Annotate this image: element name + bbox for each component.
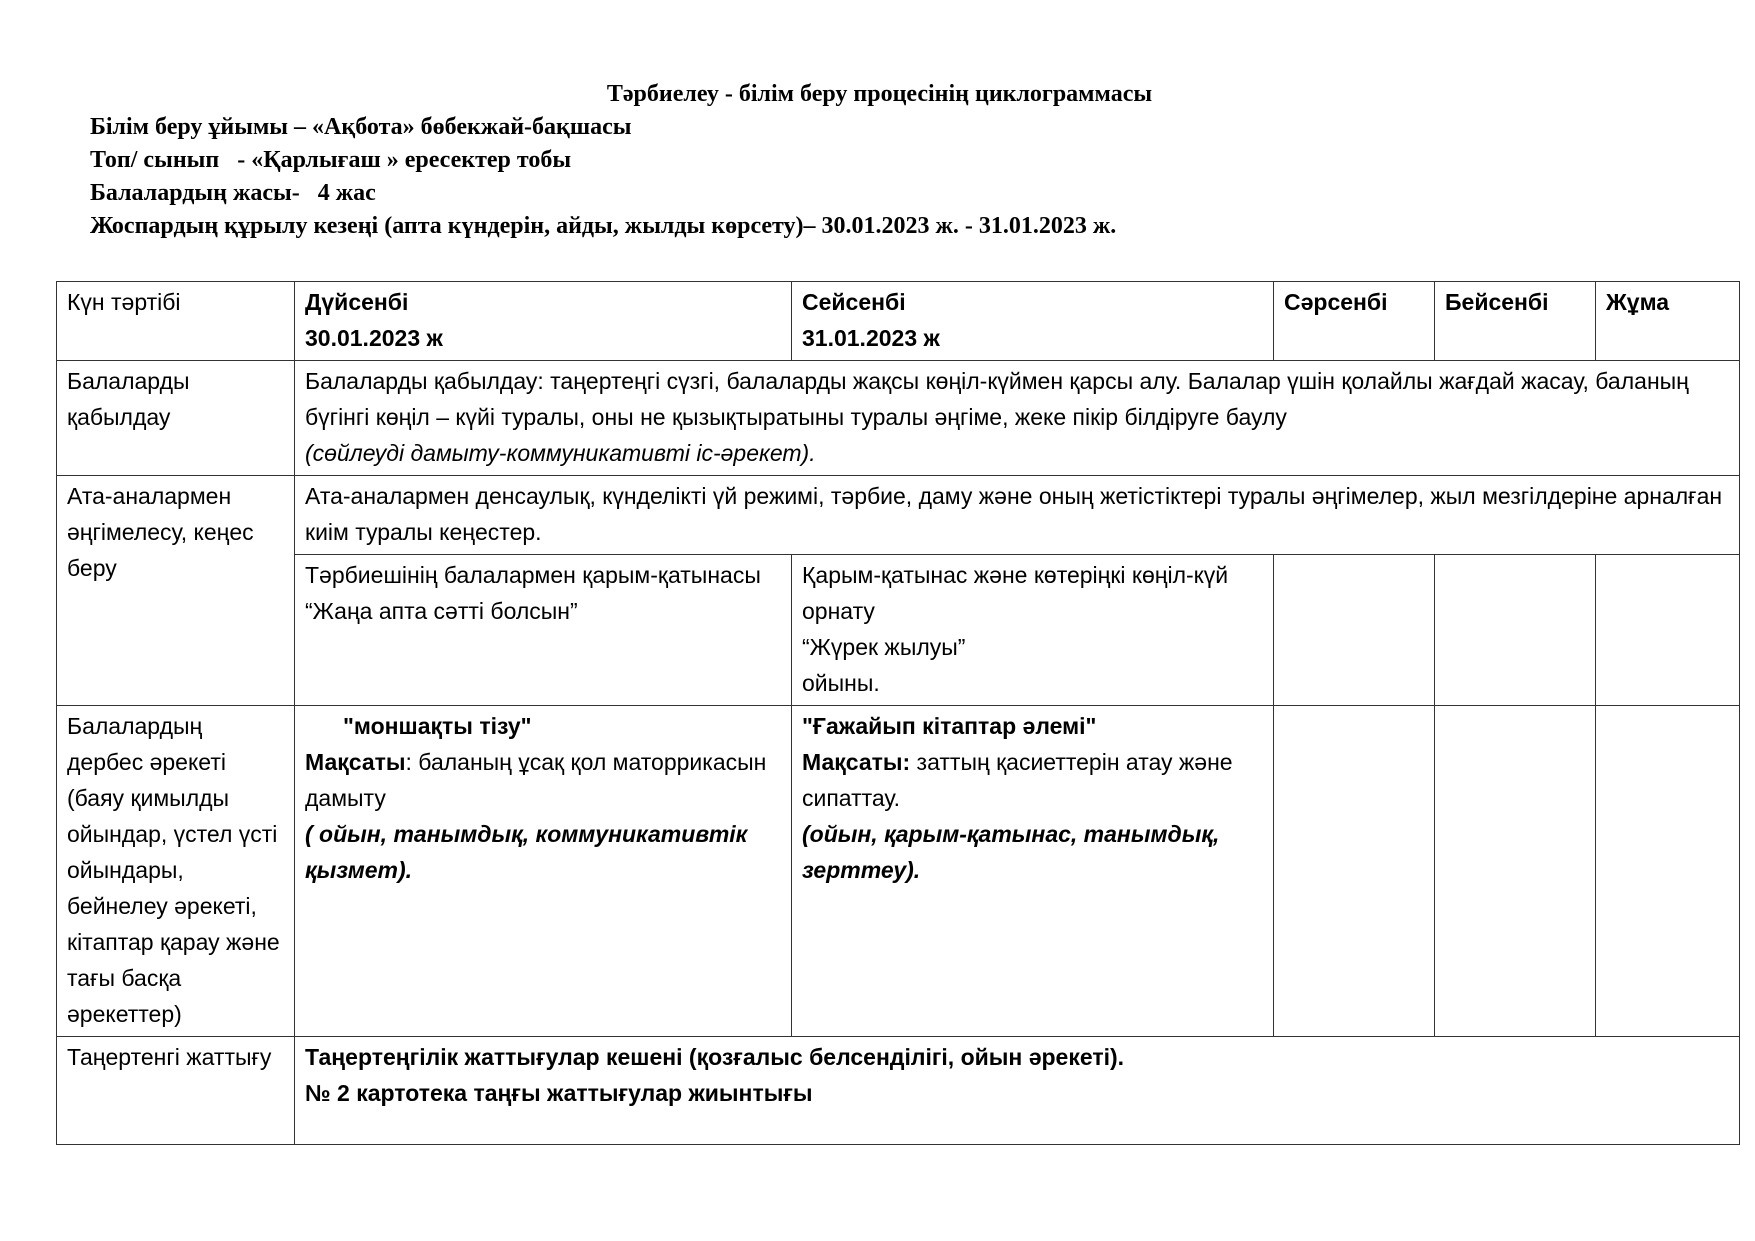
- friday-label: Жұма: [1606, 289, 1670, 315]
- exercise-label: Таңертенгі жаттығу: [67, 1044, 272, 1070]
- friday-header-cell: [1596, 282, 1740, 361]
- independent-friday-cell: [1596, 706, 1740, 1037]
- parents-label: Ата-аналармен әңгімелесу, кеңес беру: [67, 483, 254, 581]
- parents-thursday-cell: [1435, 555, 1596, 706]
- document-header: [0, 78, 1755, 243]
- reception-row: [57, 361, 1740, 476]
- independent-tuesday-note: (ойын, қарым-қатынас, танымдық, зерттеу).: [802, 821, 1220, 883]
- tuesday-goal-label: Мақсаты:: [802, 749, 911, 775]
- parents-row-general: [57, 476, 1740, 555]
- thursday-label: Бейсенбі: [1445, 289, 1549, 315]
- independent-tuesday-title: "Ғажайып кітаптар әлемі": [802, 713, 1097, 739]
- exercise-row: [57, 1037, 1740, 1145]
- parents-friday-cell: [1596, 555, 1740, 706]
- independent-tuesday-goal: [802, 744, 1263, 816]
- monday-goal-label: Мақсаты: [305, 749, 406, 775]
- parents-monday-line2: “Жаңа апта сәтті болсын”: [305, 598, 578, 624]
- schedule-header: Күн тәртібі: [67, 289, 181, 315]
- monday-label: Дүйсенбі: [305, 289, 409, 315]
- exercise-line1: Таңертеңгілік жаттығулар кешені (қозғалыс белсенділігі, ойын әрекеті).: [305, 1044, 1125, 1070]
- exercise-label-cell: [57, 1037, 295, 1145]
- independent-monday-note: ( ойын, танымдық, коммуникативтік қызмет).: [305, 821, 748, 883]
- independent-monday-title: "моншақты тізу": [343, 713, 532, 739]
- independent-tuesday-cell: [792, 706, 1274, 1037]
- tuesday-label: Сейсенбі: [802, 289, 906, 315]
- independent-monday-cell: [295, 706, 792, 1037]
- wednesday-header-cell: [1274, 282, 1435, 361]
- reception-text: Балаларды қабылдау: таңертеңгі сүзгі, балаларды жақсы көңіл-күймен қарсы алу. Балалар үшін қолайлы жағдай жасау, баланың бүгінгі көңіл – күйі туралы, оны не қызықтыратыны туралы әңгіме, жеке пікір білдіруге баулу: [305, 368, 1689, 430]
- monday-goal-text: : баланың ұсақ қол маторрикасын дамыту: [305, 749, 767, 811]
- organization-line: Білім беру ұйымы – «Ақбота» бөбекжай-бақшасы: [90, 114, 632, 140]
- schedule-header-cell: [57, 282, 295, 361]
- independent-thursday-cell: [1435, 706, 1596, 1037]
- parents-wednesday-cell: [1274, 555, 1435, 706]
- cyclogram-table: [56, 281, 1740, 1145]
- exercise-content-cell: [295, 1037, 1740, 1145]
- age-line: Балалардың жасы- 4 жас: [90, 180, 376, 206]
- monday-date: 30.01.2023 ж: [305, 325, 443, 351]
- header-row: [57, 282, 1740, 361]
- reception-content-cell: [295, 361, 1740, 476]
- independent-wednesday-cell: [1274, 706, 1435, 1037]
- tuesday-date: 31.01.2023 ж: [802, 325, 940, 351]
- parents-tuesday-line1: Қарым-қатынас және көтеріңкі көңіл-күй орнату: [802, 562, 1229, 624]
- period-line: Жоспардың құрылу кезеңі (апта күндерін, айды, жылды көрсету)– 30.01.2023 ж. - 31.01.2023 ж.: [90, 213, 1117, 239]
- group-line: Топ/ сынып - «Қарлығаш » ересектер тобы: [90, 147, 572, 173]
- reception-label-cell: [57, 361, 295, 476]
- parents-label-cell: [57, 476, 295, 706]
- parents-tuesday-line2: “Жүрек жылуы”: [802, 634, 966, 660]
- parents-monday-line1: Тәрбиешінің балалармен қарым-қатынасы: [305, 562, 761, 588]
- tuesday-goal-text: заттың қасиеттерін атау және сипаттау.: [802, 749, 1233, 811]
- tuesday-header-cell: [792, 282, 1274, 361]
- wednesday-label: Сәрсенбі: [1284, 289, 1388, 315]
- reception-note: (сөйлеуді дамыту-коммуникативті іс-әрекет).: [305, 440, 816, 466]
- reception-label: Балаларды қабылдау: [67, 368, 190, 430]
- document-title: Тәрбиелеу - білім беру процесінің циклограммасы: [606, 81, 1153, 107]
- parents-tuesday-cell: [792, 555, 1274, 706]
- monday-header-cell: [295, 282, 792, 361]
- thursday-header-cell: [1435, 282, 1596, 361]
- exercise-line2: № 2 картотека таңғы жаттығулар жиынтығы: [305, 1080, 813, 1106]
- parents-tuesday-line3: ойыны.: [802, 670, 880, 696]
- parents-row-daily: [57, 555, 1740, 706]
- parents-general-cell: [295, 476, 1740, 555]
- independent-label-cell: [57, 706, 295, 1037]
- parents-monday-cell: [295, 555, 792, 706]
- independent-label: Балалардың дербес әрекеті (баяу қимылды ойындар, үстел үсті ойындары, бейнелеу әрекеті, кітаптар қарау және тағы басқа әрекеттер): [67, 713, 280, 1027]
- parents-general-text: Ата-аналармен денсаулық, күнделікті үй режимі, тәрбие, даму және оның жетістіктері туралы әңгімелер, жыл мезгілдеріне арналған киім туралы кеңестер.: [305, 483, 1723, 545]
- independent-activity-row: [57, 706, 1740, 1037]
- independent-monday-goal: [305, 744, 781, 816]
